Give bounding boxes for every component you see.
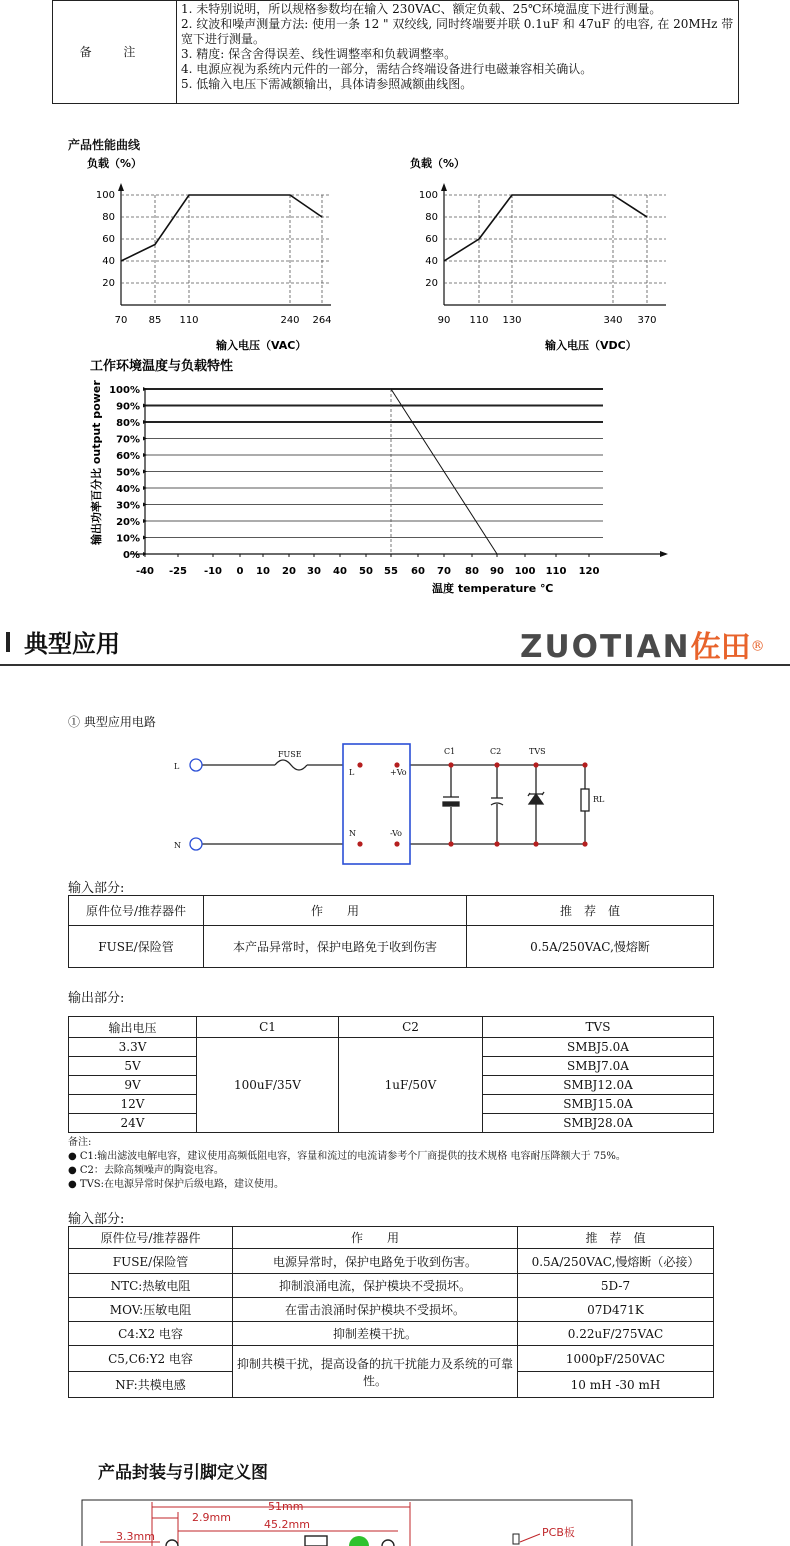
x-tick-label: 70 bbox=[437, 566, 451, 577]
node bbox=[533, 841, 538, 846]
derating-curve bbox=[121, 195, 322, 261]
y-tick-label: 20 bbox=[102, 278, 115, 289]
node bbox=[494, 841, 499, 846]
x-axis-label: 输入电压（VDC） bbox=[545, 339, 637, 352]
terminal-N bbox=[190, 838, 202, 850]
x-tick-label: 90 bbox=[437, 315, 451, 326]
y-tick-label: 90% bbox=[116, 401, 140, 413]
y-tick-label: 20% bbox=[116, 517, 140, 528]
x-tick-label: 30 bbox=[307, 566, 321, 577]
x-tick-label: 60 bbox=[411, 566, 425, 577]
label-c2: C2 bbox=[490, 747, 502, 756]
note-item: ● C2：去除高频噪声的陶瓷电容。 bbox=[68, 1165, 224, 1176]
header-cell: 原件位号/推荐器件 bbox=[69, 896, 204, 926]
note-item: 3. 精度: 保含舍得误差、线性调整率和负载调整率。 bbox=[181, 47, 457, 61]
table-cell: MOV:压敏电阻 bbox=[69, 1298, 233, 1322]
brand-logo bbox=[520, 622, 782, 665]
module-box bbox=[343, 744, 410, 864]
x-tick-label: 110 bbox=[179, 315, 199, 326]
table-cell: 在雷击浪涌时保护模块不受损坏。 bbox=[233, 1298, 518, 1322]
package-drawing bbox=[80, 1498, 640, 1546]
x-tick-label: 0 bbox=[236, 566, 244, 577]
table-cell: 1uF/50V bbox=[339, 1038, 483, 1133]
x-tick-label: 10 bbox=[256, 566, 270, 577]
y-tick-label: 50% bbox=[116, 467, 140, 479]
x-tick-label: 20 bbox=[282, 566, 296, 577]
notes-label: 备 注 bbox=[53, 1, 177, 104]
label-N: N bbox=[349, 829, 356, 838]
pcb-edge bbox=[513, 1534, 519, 1544]
x-tick-label: -40 bbox=[135, 566, 155, 577]
input-title: 输入部分: bbox=[68, 881, 125, 896]
derating-curve bbox=[444, 195, 647, 261]
y-axis-arrow bbox=[441, 183, 447, 191]
table-cell: 0.22uF/275VAC bbox=[518, 1322, 714, 1346]
x-axis-arrow bbox=[660, 551, 668, 557]
header-cell: C1 bbox=[197, 1017, 339, 1038]
node bbox=[357, 841, 362, 846]
y-tick-label: 70% bbox=[116, 434, 140, 446]
logo-reg: ® bbox=[750, 638, 765, 655]
y-axis-label: 输出功率百分比 output power bbox=[90, 380, 103, 545]
y-tick-label: 40 bbox=[102, 256, 115, 267]
table-cell: SMBJ7.0A bbox=[483, 1057, 714, 1076]
label-vo-neg: -Vo bbox=[390, 829, 402, 838]
label-rl: RL bbox=[593, 795, 605, 804]
y-tick-label: 60 bbox=[102, 234, 115, 245]
node bbox=[394, 762, 399, 767]
table-cell: 10 mH -30 mH bbox=[518, 1372, 714, 1398]
x-tick-label: 70 bbox=[114, 315, 128, 326]
fuse-symbol bbox=[275, 760, 307, 770]
label-L-in: L bbox=[174, 762, 180, 771]
table-cell: C4:X2 电容 bbox=[69, 1322, 233, 1346]
x-axis-label: 输入电压（VAC） bbox=[216, 339, 307, 352]
y-tick-label: 80 bbox=[102, 212, 115, 223]
x-tick-label: -25 bbox=[168, 566, 188, 577]
table-cell: SMBJ15.0A bbox=[483, 1095, 714, 1114]
table-cell: 1000pF/250VAC bbox=[518, 1346, 714, 1372]
table-cell: FUSE/保险管 bbox=[69, 926, 204, 968]
input-title-2: 输入部分: bbox=[68, 1212, 125, 1227]
notes-content bbox=[177, 1, 739, 104]
table-cell: NF:共模电感 bbox=[69, 1372, 233, 1398]
x-tick-label: 50 bbox=[359, 566, 373, 577]
label-fuse: FUSE bbox=[278, 750, 302, 759]
y-tick-label: 40 bbox=[425, 256, 438, 267]
terminal-L bbox=[190, 759, 202, 771]
x-tick-label: 80 bbox=[465, 566, 479, 577]
table-cell: FUSE/保险管 bbox=[69, 1249, 233, 1274]
table-cell: 9V bbox=[69, 1076, 197, 1095]
dim-label: 45.2mm bbox=[264, 1518, 310, 1531]
header-cell: C2 bbox=[339, 1017, 483, 1038]
y-axis-arrow bbox=[118, 183, 124, 191]
pin-circle bbox=[382, 1540, 394, 1546]
table-cell: 抑制差模干扰。 bbox=[233, 1322, 518, 1346]
table-cell: 电源异常时，保护电路免于收到伤害。 bbox=[233, 1249, 518, 1274]
performance-charts bbox=[0, 150, 790, 600]
x-tick-label: 264 bbox=[312, 315, 332, 326]
y-tick-label: 10% bbox=[116, 533, 140, 545]
table-cell: 5D-7 bbox=[518, 1274, 714, 1298]
note-item: 5. 低输入电压下需减额输出，具体请参照减额曲线图。 bbox=[181, 77, 473, 91]
note-item: 2. 纹波和噪声测量方法: 使用一条 12 " 双绞线, 同时终端要并联 0.1uF 和 47uF 的电容, 在 20MHz 带宽下进行测量。 bbox=[181, 17, 734, 46]
y-axis-label: 负载（%） bbox=[410, 157, 466, 170]
table-cell: NTC:热敏电阻 bbox=[69, 1274, 233, 1298]
header-cell: 原件位号/推荐器件 bbox=[69, 1227, 233, 1249]
node bbox=[494, 762, 499, 767]
output-table bbox=[68, 1016, 714, 1133]
y-tick-label: 100 bbox=[95, 190, 115, 201]
y-tick-label: 80% bbox=[116, 418, 140, 429]
label-N-in: N bbox=[174, 841, 181, 850]
label-vo-pos: +Vo bbox=[390, 768, 407, 777]
label-L: L bbox=[349, 768, 355, 777]
table-cell: 0.5A/250VAC,慢熔断 bbox=[467, 926, 714, 968]
table-cell: 抑制共模干扰，提高设备的抗干扰能力及系统的可靠性。 bbox=[233, 1346, 518, 1398]
pcb-label: PCB板 bbox=[542, 1526, 575, 1539]
y-tick-label: 80 bbox=[425, 212, 438, 223]
note-item: ● C1:输出滤波电解电容，建议使用高频低阻电容，容量和流过的电流请参考个厂商提供的技术规格 电容耐压降额大于 75%。 bbox=[68, 1151, 626, 1162]
y-tick-label: 100% bbox=[109, 385, 140, 396]
node bbox=[448, 841, 453, 846]
pin-box bbox=[305, 1536, 327, 1546]
pin-circle bbox=[166, 1540, 178, 1546]
node bbox=[357, 762, 362, 767]
note-item: 4. 电源应视为系统内元件的一部分，需结合终端设备进行电磁兼容相关确认。 bbox=[181, 62, 593, 76]
rl-resistor bbox=[581, 789, 589, 811]
label-tvs: TVS bbox=[529, 747, 546, 756]
node bbox=[582, 762, 587, 767]
header-cell: 作 用 bbox=[233, 1227, 518, 1249]
x-tick-label: 85 bbox=[148, 315, 162, 326]
section-bar bbox=[6, 632, 10, 652]
x-tick-label: 340 bbox=[603, 315, 623, 326]
input-table-2 bbox=[68, 1226, 714, 1398]
node bbox=[533, 762, 538, 767]
x-tick-label: 110 bbox=[469, 315, 489, 326]
node bbox=[448, 762, 453, 767]
output-title: 输出部分: bbox=[68, 991, 125, 1006]
x-tick-label: 90 bbox=[490, 566, 504, 577]
y-axis-label: 负载（%） bbox=[87, 157, 143, 170]
output-notes bbox=[68, 1136, 768, 1192]
table-cell: 5V bbox=[69, 1057, 197, 1076]
logo-text: ZUOTIAN bbox=[520, 629, 691, 665]
pcb-leader bbox=[520, 1534, 540, 1542]
x-tick-label: 370 bbox=[637, 315, 657, 326]
table-cell: 24V bbox=[69, 1114, 197, 1133]
c1-plate bbox=[443, 802, 459, 806]
chart-title: 工作环境温度与负载特性 bbox=[90, 359, 234, 374]
y-tick-label: 100 bbox=[418, 190, 438, 201]
table-cell: 12V bbox=[69, 1095, 197, 1114]
x-axis-label: 温度 temperature ℃ bbox=[432, 582, 554, 595]
note-item: ● TVS:在电源异常时保护后级电路，建议使用。 bbox=[68, 1179, 285, 1190]
input-table bbox=[68, 895, 714, 968]
logo-cn: 佐田 bbox=[690, 630, 751, 665]
node bbox=[582, 841, 587, 846]
x-tick-label: 240 bbox=[280, 315, 300, 326]
x-tick-label: 40 bbox=[333, 566, 347, 577]
table-cell: 07D471K bbox=[518, 1298, 714, 1322]
table-cell: 抑制浪涌电流，保护模块不受损坏。 bbox=[233, 1274, 518, 1298]
tvs-triangle bbox=[529, 794, 543, 804]
table-cell: SMBJ5.0A bbox=[483, 1038, 714, 1057]
x-tick-label: 55 bbox=[384, 566, 398, 577]
package-title: 产品封装与引脚定义图 bbox=[98, 1463, 268, 1483]
dim-label: 3.3mm bbox=[116, 1530, 155, 1543]
table-cell: 本产品异常时，保护电路免于收到伤害 bbox=[204, 926, 467, 968]
notes-table bbox=[52, 0, 739, 104]
section-title: 典型应用 bbox=[24, 630, 120, 658]
x-tick-label: 100 bbox=[514, 566, 536, 577]
y-tick-label: 30% bbox=[116, 500, 140, 512]
y-tick-label: 40% bbox=[116, 484, 140, 495]
table-cell: 3.3V bbox=[69, 1038, 197, 1057]
y-tick-label: 60 bbox=[425, 234, 438, 245]
dim-label: 2.9mm bbox=[192, 1511, 231, 1524]
table-cell: 100uF/35V bbox=[197, 1038, 339, 1133]
node bbox=[394, 841, 399, 846]
x-tick-label: 110 bbox=[545, 566, 567, 577]
table-cell: 0.5A/250VAC,慢熔断（必接） bbox=[518, 1249, 714, 1274]
circuit-caption: ① 典型应用电路 bbox=[68, 715, 156, 729]
header-cell: 推 荐 值 bbox=[467, 896, 714, 926]
y-tick-label: 60% bbox=[116, 451, 140, 462]
table-cell: C5,C6:Y2 电容 bbox=[69, 1346, 233, 1372]
y-tick-label: 0% bbox=[123, 550, 140, 561]
x-tick-label: -10 bbox=[203, 566, 223, 577]
table-cell: SMBJ12.0A bbox=[483, 1076, 714, 1095]
led-marker bbox=[349, 1536, 369, 1546]
header-cell: 推 荐 值 bbox=[518, 1227, 714, 1249]
x-tick-label: 120 bbox=[578, 566, 600, 577]
table-cell: SMBJ28.0A bbox=[483, 1114, 714, 1133]
label-c1: C1 bbox=[444, 747, 456, 756]
dim-label: 51mm bbox=[268, 1500, 304, 1513]
note-item: 1. 未特别说明，所以规格参数均在输入 230VAC、额定负载、25℃环境温度下进行测量。 bbox=[181, 2, 662, 16]
notes-title: 备注: bbox=[68, 1137, 92, 1148]
header-cell: 作 用 bbox=[204, 896, 467, 926]
y-tick-label: 20 bbox=[425, 278, 438, 289]
x-tick-label: 130 bbox=[502, 315, 522, 326]
typical-circuit-diagram bbox=[160, 738, 620, 870]
curves-title: 产品性能曲线 bbox=[68, 138, 141, 152]
header-cell: 输出电压 bbox=[69, 1017, 197, 1038]
header-cell: TVS bbox=[483, 1017, 714, 1038]
